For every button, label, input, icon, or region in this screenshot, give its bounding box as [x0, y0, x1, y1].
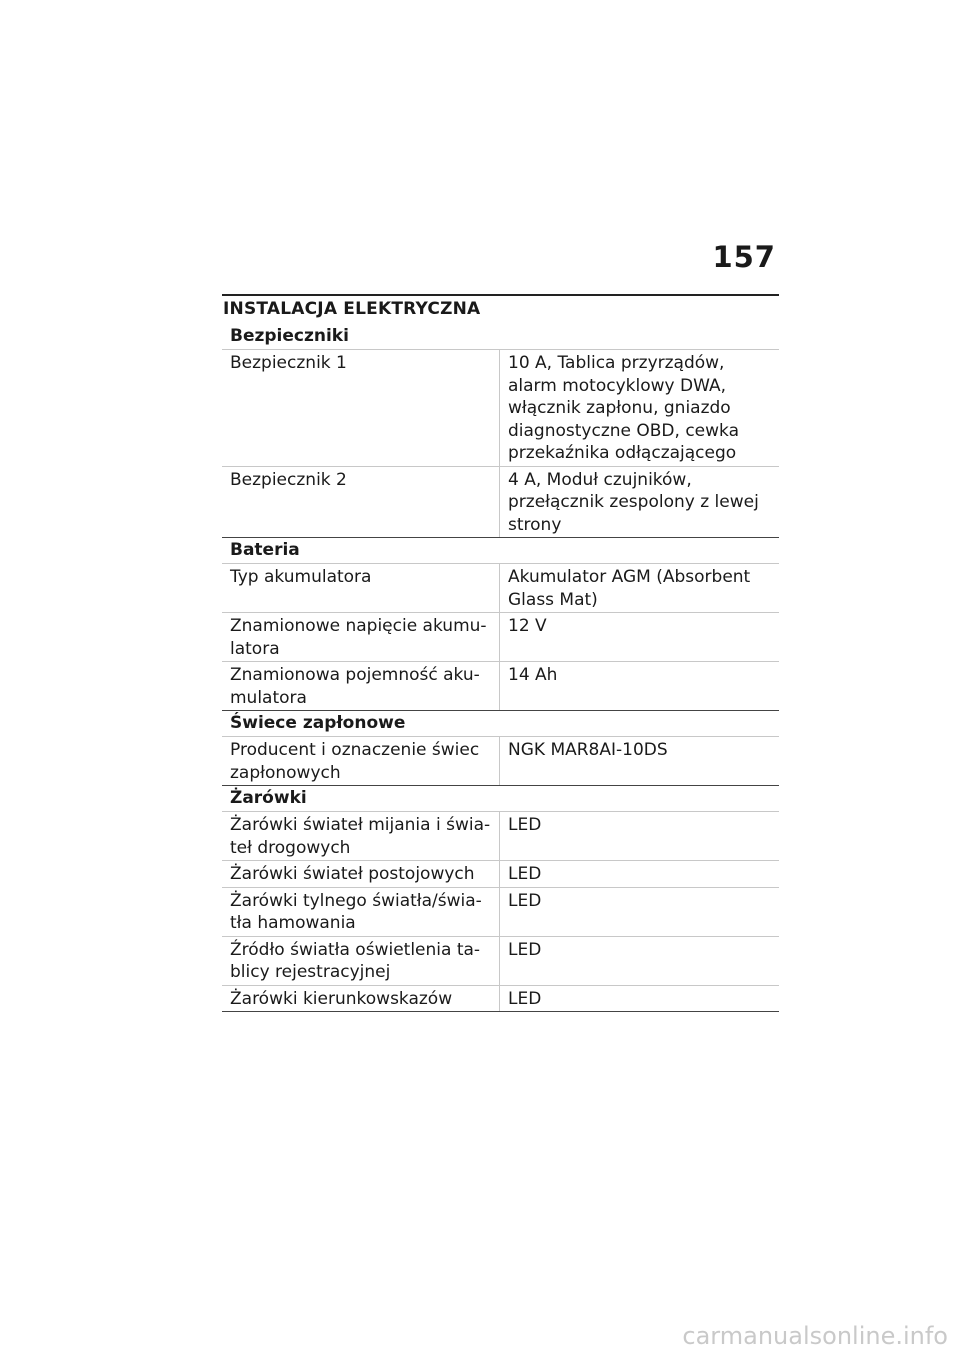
group-heading: Świece zapłonowe	[230, 713, 406, 733]
row-key: Znamionowe napięcie akumu-latora	[222, 613, 500, 661]
section-title: INSTALACJA ELEKTRYCZNA	[222, 294, 779, 324]
table-row	[222, 661, 779, 710]
group-heading: Bezpieczniki	[230, 326, 349, 346]
table-row	[222, 985, 779, 1012]
group-fuses	[222, 324, 779, 538]
group-heading: Bateria	[230, 540, 300, 560]
row-value: 12 V	[508, 616, 547, 636]
table-row	[222, 860, 779, 887]
row-value: NGK MAR8AI-10DS	[508, 740, 668, 760]
row-value: 10 A, Tablica przyrządów, alarm motocyklowy DWA, włącznik zapłonu, gniazdo diagnostyczne OBD, cewka przekaźnika odłączającego	[508, 353, 740, 463]
group-spark-plugs	[222, 711, 779, 786]
row-key: Żarówki świateł postojowych	[222, 861, 500, 887]
row-key: Żarówki kierunkowskazów	[222, 986, 500, 1012]
row-key: Znamionowa pojemność aku-mulatora	[222, 662, 500, 710]
row-value: 14 Ah	[508, 665, 558, 685]
row-value: 4 A, Moduł czujników, przełącznik zespolony z lewej strony	[508, 469, 759, 535]
row-key: Żarówki tylnego światła/świa-tła hamowania	[222, 888, 500, 936]
row-value: LED	[508, 890, 542, 911]
group-bulbs	[222, 786, 779, 1012]
table-row	[222, 612, 779, 661]
row-key: Bezpiecznik 2	[222, 467, 500, 538]
table-row	[222, 563, 779, 612]
table-row	[222, 887, 779, 936]
page-number: 157	[712, 240, 776, 274]
row-key: Producent i oznaczenie świec zapłonowych	[222, 737, 500, 785]
table-row	[222, 811, 779, 860]
table-row	[222, 736, 779, 785]
group-heading: Żarówki	[230, 788, 307, 808]
table-row	[222, 466, 779, 538]
row-key: Bezpiecznik 1	[222, 350, 500, 466]
row-value: Akumulator AGM (Absorbent Glass Mat)	[508, 567, 751, 610]
spec-sheet	[222, 294, 779, 1012]
row-key: Źródło światła oświetlenia ta-blicy rejestracyjnej	[222, 937, 500, 985]
row-value: LED	[508, 939, 542, 960]
row-key: Żarówki świateł mijania i świa-teł drogowych	[222, 812, 500, 860]
row-value: LED	[508, 988, 542, 1009]
row-value: LED	[508, 864, 542, 884]
watermark: carmanualsonline.info	[682, 1322, 948, 1350]
row-key: Typ akumulatora	[222, 564, 500, 612]
group-battery	[222, 538, 779, 711]
table-row	[222, 936, 779, 985]
table-row	[222, 349, 779, 466]
row-value: LED	[508, 815, 542, 835]
